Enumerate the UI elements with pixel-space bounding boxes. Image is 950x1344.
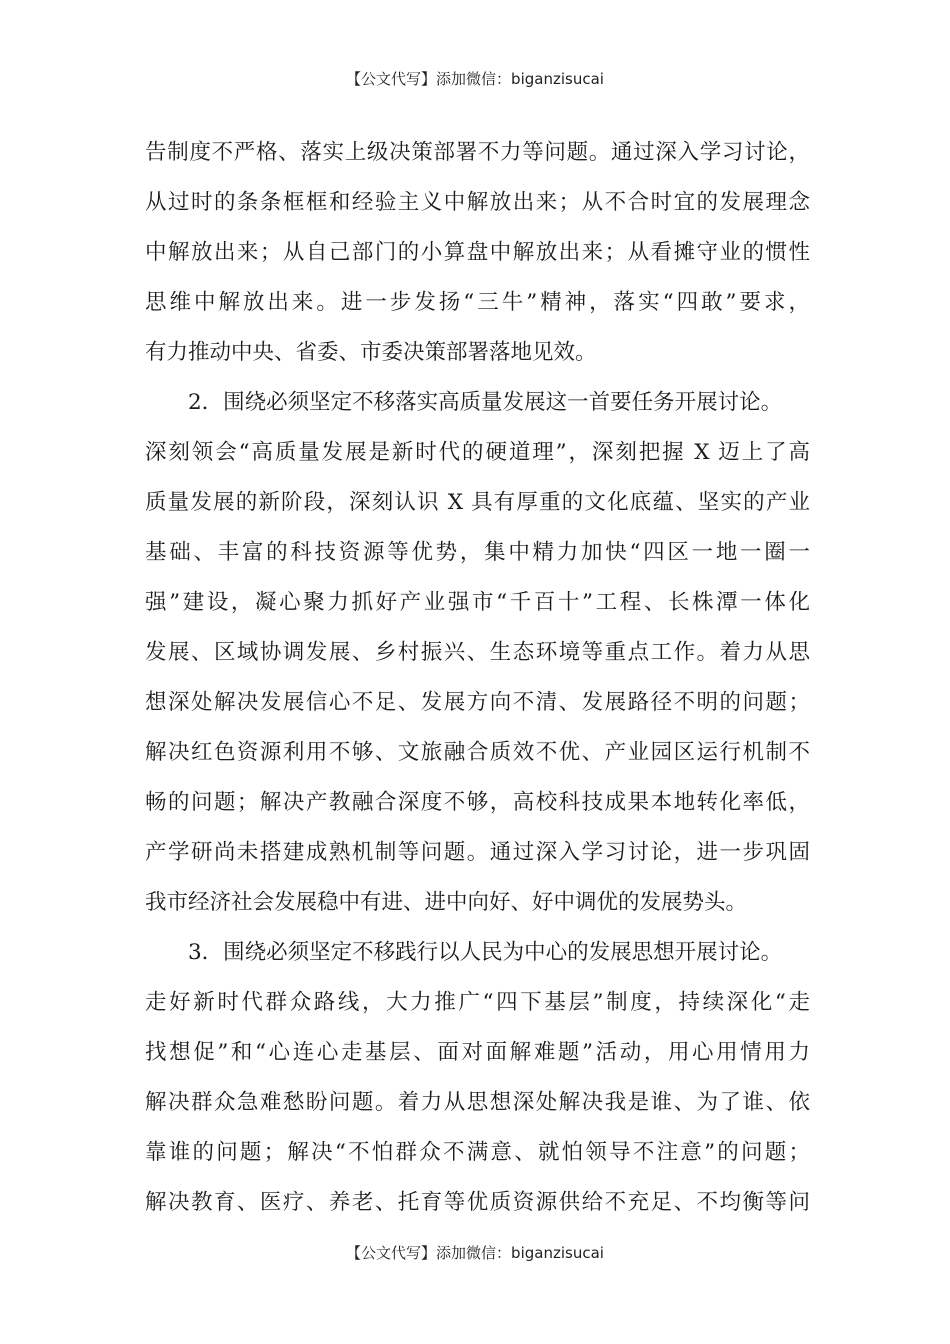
page-footer-watermark: 【公文代写】添加微信：biganzisucai xyxy=(346,1244,604,1262)
text-line: 解决红色资源利用不够、文旅融合质效不优、产业园区运行机制不 xyxy=(145,740,810,765)
text-line: 靠谁的问题；解决“不怕群众不满意、就怕领导不注意”的问题； xyxy=(145,1140,810,1165)
text-line: 走好新时代群众路线，大力推广“四下基层”制度，持续深化“走 xyxy=(145,990,810,1015)
text-line: 告制度不严格、落实上级决策部署不力等问题。通过深入学习讨论， xyxy=(145,140,810,165)
text-line: 找想促”和“心连心走基层、面对面解难题”活动，用心用情用力 xyxy=(145,1040,810,1065)
text-line: 发展、区域协调发展、乡村振兴、生态环境等重点工作。着力从思 xyxy=(145,640,810,665)
text-line: 我市经济社会发展稳中有进、进中向好、好中调优的发展势头。 xyxy=(145,890,748,915)
text-line: 从过时的条条框框和经验主义中解放出来；从不合时宜的发展理念 xyxy=(145,190,810,215)
text-line: 畅的问题；解决产教融合深度不够，高校科技成果本地转化率低， xyxy=(145,790,810,815)
text-line: 中解放出来；从自己部门的小算盘中解放出来；从看摊守业的惯性 xyxy=(145,240,810,265)
text-line: 解决教育、医疗、养老、托育等优质资源供给不充足、不均衡等问 xyxy=(145,1190,810,1215)
text-line: 有力推动中央、省委、市委决策部署落地见效。 xyxy=(145,340,597,365)
document-body xyxy=(145,128,810,1228)
paragraph-3-heading: 3．围绕必须坚定不移践行以人民为中心的发展思想开展讨论。 xyxy=(188,940,783,965)
text-line: 深刻领会“高质量发展是新时代的硬道理”，深刻把握 X 迈上了高 xyxy=(145,440,810,465)
text-line: 想深处解决发展信心不足、发展方向不清、发展路径不明的问题； xyxy=(145,690,810,715)
text-line: 产学研尚未搭建成熟机制等问题。通过深入学习讨论，进一步巩固 xyxy=(145,840,810,865)
paragraph-2-heading: 2．围绕必须坚定不移落实高质量发展这一首要任务开展讨论。 xyxy=(188,390,783,415)
text-line: 质量发展的新阶段，深刻认识 X 具有厚重的文化底蕴、坚实的产业 xyxy=(145,490,810,515)
text-line: 基础、丰富的科技资源等优势，集中精力加快“四区一地一圈一 xyxy=(145,540,810,565)
text-line: 思维中解放出来。进一步发扬“三牛”精神，落实“四敢”要求， xyxy=(145,290,810,315)
text-line: 解决群众急难愁盼问题。着力从思想深处解决我是谁、为了谁、依 xyxy=(145,1090,810,1115)
text-line: 强”建设，凝心聚力抓好产业强市“千百十”工程、长株潭一体化 xyxy=(145,590,810,615)
page-header-watermark: 【公文代写】添加微信：biganzisucai xyxy=(346,70,604,88)
